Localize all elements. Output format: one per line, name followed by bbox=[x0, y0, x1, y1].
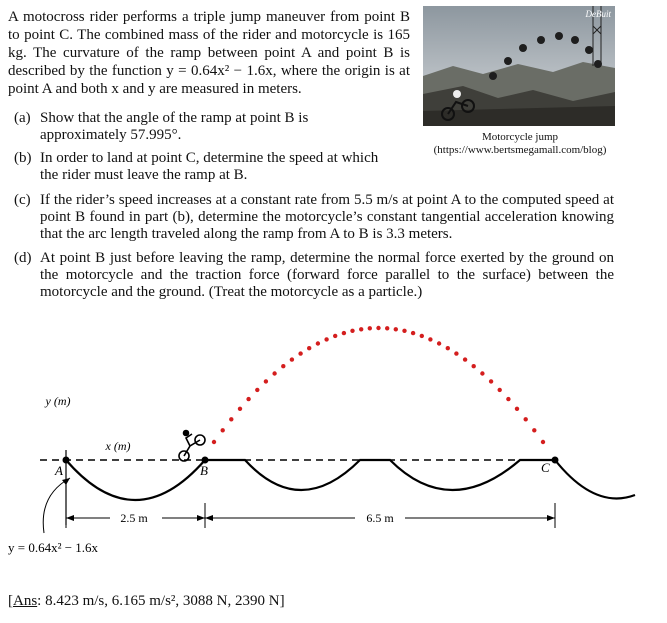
trajectory-dot bbox=[411, 331, 415, 335]
ramp-diagram bbox=[0, 310, 667, 580]
trajectory-dot bbox=[524, 417, 528, 421]
answer-values: : 8.423 m/s, 6.165 m/s², 3088 N, 2390 N] bbox=[37, 593, 285, 609]
trajectory-dot bbox=[255, 388, 259, 392]
part-a bbox=[14, 110, 340, 144]
trajectory-dot bbox=[264, 379, 268, 383]
trajectory-dot bbox=[359, 327, 363, 331]
part-c-text: If the rider’s speed increases at a constant rate from 5.5 m/s at point A to the computed speed at point B found in part (b), determine the motorcycle’s constant tangential acceleration knowing that the arc length traveled along the ramp from A to B is 3.3 meters. bbox=[40, 192, 614, 242]
trajectory-dot bbox=[489, 379, 493, 383]
trajectory-dot bbox=[454, 351, 458, 355]
part-c bbox=[14, 192, 614, 243]
trajectory-dot bbox=[420, 334, 424, 338]
motorcycle-jump-photo bbox=[423, 6, 615, 126]
trajectory-dot bbox=[446, 346, 450, 350]
trajectory-dot bbox=[437, 341, 441, 345]
point-a-label: A bbox=[55, 463, 63, 478]
point-c-marker bbox=[552, 457, 559, 464]
trajectory-dot bbox=[541, 440, 545, 444]
trajectory-dot bbox=[272, 371, 276, 375]
photo-watermark: DeBuit bbox=[585, 9, 611, 19]
trajectory-dots bbox=[212, 326, 545, 444]
part-d-label: (d) bbox=[14, 250, 32, 266]
trajectory-dot bbox=[221, 428, 225, 432]
part-b-text: In order to land at point C, determine the speed at which the rider must leave the ramp at B. bbox=[40, 150, 379, 183]
trajectory-dot bbox=[402, 329, 406, 333]
trajectory-dot bbox=[498, 388, 502, 392]
part-a-label: (a) bbox=[14, 110, 31, 126]
dim-ab-label: 2.5 m bbox=[120, 511, 148, 525]
motorcycle-icon bbox=[179, 431, 205, 462]
photo-illustration bbox=[423, 6, 615, 126]
trajectory-dot bbox=[281, 364, 285, 368]
problem-intro: A motocross rider performs a triple jump maneuver from point B to point C. The combined mass of the rider and motorcycle is 165 kg. The curvature of the ramp between point A and point B is described by the function y = 0.64x² − 1.6x, where the origin is at point A and both x and y are measured in meters. bbox=[8, 9, 410, 97]
photo-caption bbox=[420, 131, 620, 157]
trajectory-dot bbox=[350, 329, 354, 333]
trajectory-dot bbox=[376, 326, 380, 330]
point-b-label: B bbox=[200, 463, 208, 478]
answer-line: [Ans: 8.423 m/s, 6.165 m/s², 3088 N, 2390 N] bbox=[8, 593, 285, 609]
trajectory-dot bbox=[238, 407, 242, 411]
part-d-text: At point B just before leaving the ramp, determine the normal force exerted by the ground on the motorcycle and the traction force (forward force parallel to the surface) between the motorcycle and the ground. (Treat the motorcycle as a particle.) bbox=[40, 250, 614, 300]
trajectory-dot bbox=[246, 397, 250, 401]
trajectory-dot bbox=[307, 346, 311, 350]
dim-bc-label: 6.5 m bbox=[366, 511, 394, 525]
trajectory-dot bbox=[333, 334, 337, 338]
trajectory-dot bbox=[463, 357, 467, 361]
trajectory-dot bbox=[515, 407, 519, 411]
part-b-label: (b) bbox=[14, 150, 32, 166]
trajectory-dot bbox=[385, 326, 389, 330]
x-axis-label: x (m) bbox=[105, 439, 131, 453]
trajectory-dot bbox=[532, 428, 536, 432]
trajectory-dot bbox=[298, 351, 302, 355]
trajectory-dot bbox=[324, 337, 328, 341]
part-c-label: (c) bbox=[14, 192, 31, 208]
part-a-text: Show that the angle of the ramp at point B is approximately 57.995°. bbox=[40, 110, 309, 143]
trajectory-dot bbox=[428, 337, 432, 341]
y-axis-label: y (m) bbox=[45, 394, 71, 408]
trajectory-dot bbox=[212, 440, 216, 444]
part-b bbox=[14, 150, 400, 184]
trajectory-dot bbox=[229, 417, 233, 421]
function-leader-arrow bbox=[62, 478, 70, 485]
trajectory-dot bbox=[290, 357, 294, 361]
trajectory-dot bbox=[342, 331, 346, 335]
point-a-marker bbox=[63, 457, 70, 464]
trajectory-dot bbox=[368, 326, 372, 330]
trajectory-dot bbox=[506, 397, 510, 401]
caption-source: (https://www.bertsmegamall.com/blog) bbox=[433, 144, 607, 156]
function-label: y = 0.64x² − 1.6x bbox=[8, 540, 99, 555]
trajectory-dot bbox=[480, 371, 484, 375]
caption-title: Motorcycle jump bbox=[481, 131, 559, 143]
answer-label: Ans bbox=[13, 593, 38, 609]
trajectory-dot bbox=[394, 327, 398, 331]
trajectory-dot bbox=[316, 341, 320, 345]
point-c-label: C bbox=[541, 460, 550, 475]
trajectory-dot bbox=[472, 364, 476, 368]
part-d bbox=[14, 250, 614, 301]
